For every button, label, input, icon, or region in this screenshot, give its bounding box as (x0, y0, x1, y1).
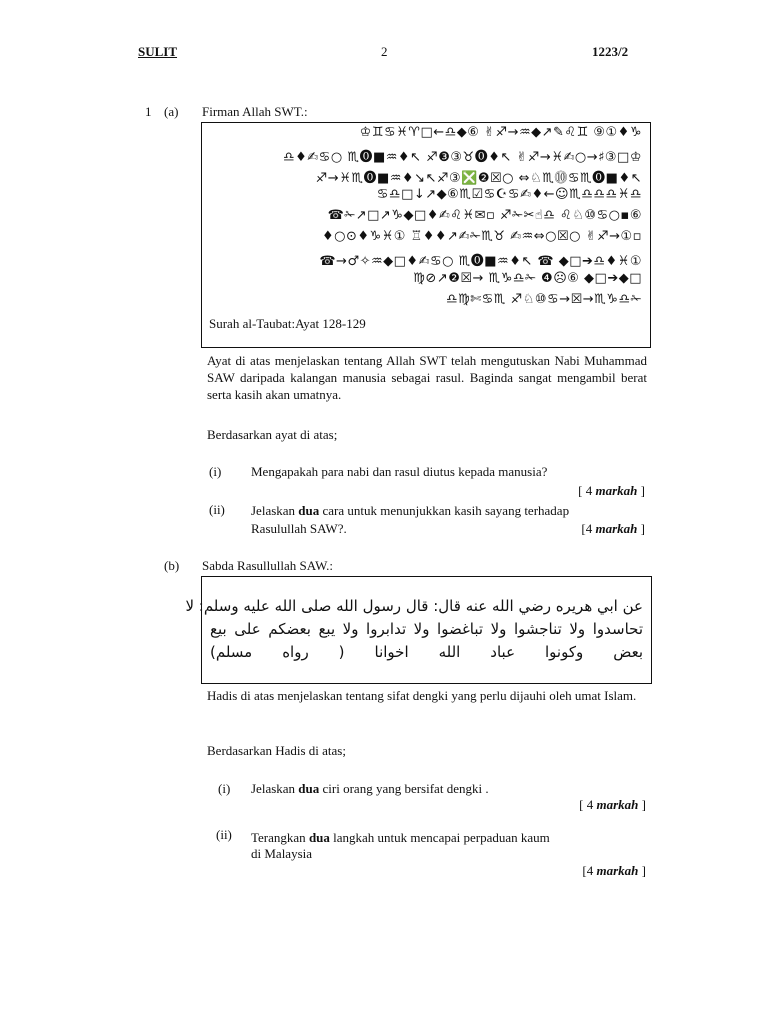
part-a-intro: Firman Allah SWT.: (202, 104, 308, 119)
part-b-intro: Sabda Rasullullah SAW.: (202, 558, 334, 573)
item-text: Terangkan dua langkah untuk mencapai perpaduan kaum (251, 830, 550, 845)
verse-line: ♐→♓♏⓿■♒♦↘↖♐③❎❷☒○ ⇔♘♏⓾♋♏⓿■♦↖ (315, 171, 642, 186)
item-label: (i) (218, 781, 231, 796)
hadith-line: عن ابي هريره رضي الله عنه قال: قال رسول الله صلى الله عليه وسلم: لا (185, 597, 643, 615)
verse-box (201, 122, 651, 348)
verse-line: ♎♦✍♋○ ♏⓿■♒♦↖ ♐❸③♉⓿♦↖ ✌♐→♓✍○→♯③□♔ (282, 150, 642, 165)
part-a-prompt: Berdasarkan ayat di atas; (207, 427, 338, 442)
verse-line: ☎✁↗□↗♑◆□♦✍♌♓✉▫ ♐✁✂☝♎ ♌♘⑩♋○▪⑥ (327, 208, 642, 223)
item-label: (ii) (216, 827, 232, 842)
item-label: (i) (209, 464, 222, 479)
marks-label: [ 4 markah ] (579, 797, 646, 812)
item-text-line2: di Malaysia (251, 846, 313, 861)
marks-label: [4 markah ] (582, 863, 646, 878)
verse-line: ♍⊘↗❷☒→ ♏♑♎✁ ❹☹⑥ ◆□➔◆□ (413, 271, 642, 286)
verse-citation: Surah al-Taubat:Ayat 128-129 (209, 316, 366, 331)
question-number: 1 (145, 104, 152, 119)
hadith-line: تحاسدوا ولا تناجشوا ولا تباغضوا ولا تدابروا ولا يبع بعضكم على بيع (210, 620, 643, 638)
hadith-box (185, 576, 652, 684)
part-a-explanation: Ayat di atas menjelaskan tentang Allah SWT telah mengutuskan Nabi Muhammad SAW daripada kalangan manusia sebagai rasul. Baginda sangat mengambil berat serta kasih akan umatnya. (207, 353, 647, 402)
part-b-label: (b) (164, 558, 180, 573)
part-a-label: (a) (164, 104, 179, 119)
verse-line: ☎→♂✧♒◆□♦✍♋○ ♏⓿■♒♦↖ ☎ ◆□➔♎♦♓① (319, 254, 642, 269)
marks-label: [ 4 markah ] (578, 483, 645, 498)
verse-line: ♦○⊙♦♑♓① ♖♦♦↗✍✁♏♉ ✍♒⇔○☒○ ✌♐→①▫ (321, 229, 642, 244)
part-b-prompt: Berdasarkan Hadis di atas; (207, 743, 346, 758)
hadith-line: بعض وكونوا عباد الله اخوانا ( رواه مسلم) (210, 643, 643, 661)
verse-line: ♎♍✄♋♏ ♐♘⑩♋→☒→♏♑♎✁ (445, 292, 642, 307)
paper-code: 1223/2 (592, 44, 629, 59)
part-b-explanation: Hadis di atas menjelaskan tentang sifat dengki yang perlu dijauhi oleh umat Islam. (207, 688, 637, 703)
item-label: (ii) (209, 502, 225, 517)
item-text: Jelaskan dua cara untuk menunjukkan kasih sayang terhadap (251, 503, 570, 518)
header-sulit: SULIT (138, 44, 178, 59)
verse-line: ♋♎□↓↗◆⑥♏☑♋☪♋✍♦←☺♏♎♎♎♓♎ (376, 187, 642, 202)
item-text: Jelaskan dua ciri orang yang bersifat dengki . (251, 781, 489, 796)
marks-label: [4 markah ] (581, 521, 645, 536)
verse-line: ♔♊♋♓♈□←♎◆⑥ ✌♐→♒◆↗✎♌♊ ⑨①♦♑ (359, 125, 642, 140)
item-text-line2: Rasulullah SAW?. (251, 521, 347, 536)
item-text: Mengapakah para nabi dan rasul diutus kepada manusia? (251, 464, 548, 479)
page-number: 2 (381, 44, 388, 59)
